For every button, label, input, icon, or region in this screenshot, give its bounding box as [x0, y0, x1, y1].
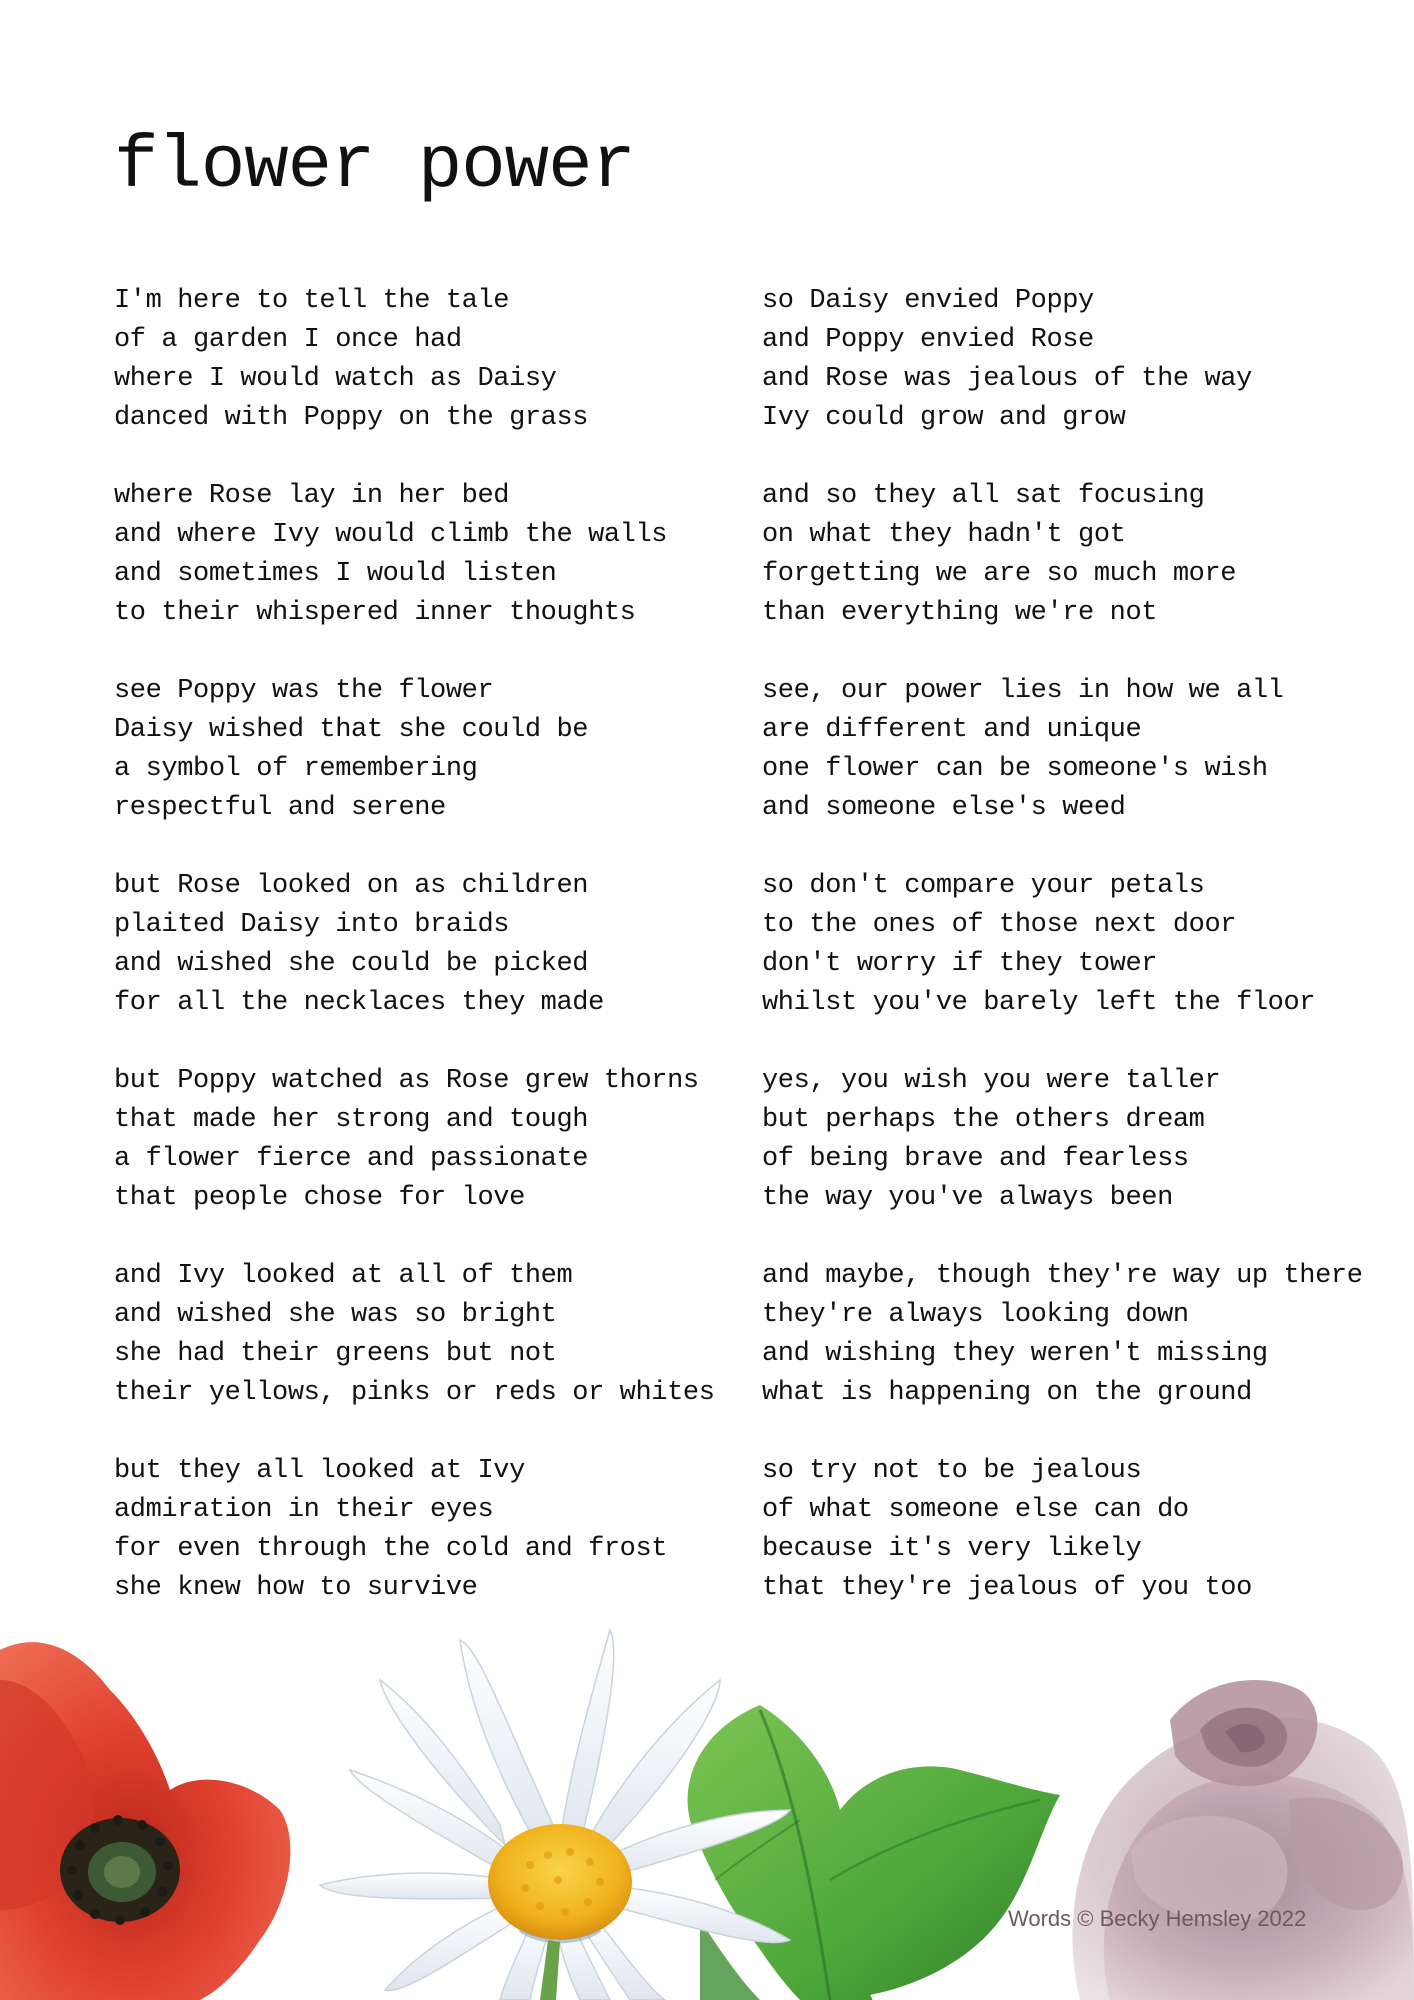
- poem-line: and wishing they weren't missing: [762, 1339, 1268, 1369]
- stanza: [114, 672, 734, 828]
- stanza: [762, 282, 1382, 438]
- poem-line: Daisy wished that she could be: [114, 715, 589, 745]
- poem-column-right: [762, 282, 1382, 1647]
- poem-line: that they're jealous of you too: [762, 1573, 1252, 1603]
- poem-line: and so they all sat focusing: [762, 481, 1205, 511]
- poem-line: one flower can be someone's wish: [762, 754, 1268, 784]
- poem-line: respectful and serene: [114, 793, 446, 823]
- poem-line: yes, you wish you were taller: [762, 1066, 1221, 1096]
- stanza: [114, 867, 734, 1023]
- stanza: [762, 672, 1382, 828]
- poem-line: but they all looked at Ivy: [114, 1456, 525, 1486]
- poem-line: and wished she could be picked: [114, 949, 589, 979]
- poem-line: for all the necklaces they made: [114, 988, 604, 1018]
- poem-line: where Rose lay in her bed: [114, 481, 510, 511]
- stanza: [114, 1257, 734, 1413]
- poem-line: she knew how to survive: [114, 1573, 478, 1603]
- poem-line: she had their greens but not: [114, 1339, 557, 1369]
- poem-line: they're always looking down: [762, 1300, 1189, 1330]
- stanza: [762, 477, 1382, 633]
- ivy-leaf-illustration: [688, 1705, 1060, 2000]
- poem-line: what is happening on the ground: [762, 1378, 1252, 1408]
- poem-line: of being brave and fearless: [762, 1144, 1189, 1174]
- stanza: [762, 1062, 1382, 1218]
- poem-line: but perhaps the others dream: [762, 1105, 1205, 1135]
- poem-line: so Daisy envied Poppy: [762, 286, 1094, 316]
- poem-line: so try not to be jealous: [762, 1456, 1142, 1486]
- poem-line: and Poppy envied Rose: [762, 325, 1094, 355]
- poem-line: that people chose for love: [114, 1183, 525, 1213]
- poem-line: to their whispered inner thoughts: [114, 598, 636, 628]
- poem-line: for even through the cold and frost: [114, 1534, 668, 1564]
- poem-line: the way you've always been: [762, 1183, 1173, 1213]
- poem-line: and wished she was so bright: [114, 1300, 557, 1330]
- rose-illustration: [1073, 1680, 1414, 2000]
- poem-line: so don't compare your petals: [762, 871, 1205, 901]
- poem-line: Ivy could grow and grow: [762, 403, 1126, 433]
- poem-line: to the ones of those next door: [762, 910, 1237, 940]
- poem-column-left: [114, 282, 734, 1647]
- poem-line: I'm here to tell the tale: [114, 286, 510, 316]
- poem-line: don't worry if they tower: [762, 949, 1158, 979]
- flowers-illustration: [0, 1620, 1414, 2000]
- poem-line: plaited Daisy into braids: [114, 910, 510, 940]
- stanza: [762, 867, 1382, 1023]
- stanza: [762, 1257, 1382, 1413]
- poem-line: see, our power lies in how we all: [762, 676, 1284, 706]
- poem-line: admiration in their eyes: [114, 1495, 494, 1525]
- poem-line: that made her strong and tough: [114, 1105, 589, 1135]
- poem-line: and maybe, though they're way up there: [762, 1261, 1363, 1291]
- poem-title: flower power: [114, 125, 635, 209]
- stanza: [114, 477, 734, 633]
- poem-line: a flower fierce and passionate: [114, 1144, 589, 1174]
- poem-line: whilst you've barely left the floor: [762, 988, 1316, 1018]
- poem-line: danced with Poppy on the grass: [114, 403, 589, 433]
- stanza: [114, 282, 734, 438]
- poem-line: but Poppy watched as Rose grew thorns: [114, 1066, 699, 1096]
- poem-line: see Poppy was the flower: [114, 676, 494, 706]
- poem-line: but Rose looked on as children: [114, 871, 589, 901]
- poem-line: and sometimes I would listen: [114, 559, 557, 589]
- poem-line: because it's very likely: [762, 1534, 1142, 1564]
- poem-line: are different and unique: [762, 715, 1142, 745]
- credit-text: Words © Becky Hemsley 2022: [1008, 1906, 1307, 1931]
- poem-line: and Ivy looked at all of them: [114, 1261, 573, 1291]
- poem-line: of a garden I once had: [114, 325, 462, 355]
- poem-line: than everything we're not: [762, 598, 1158, 628]
- poem-line: of what someone else can do: [762, 1495, 1189, 1525]
- poem-line: on what they hadn't got: [762, 520, 1126, 550]
- poem-line: and someone else's weed: [762, 793, 1126, 823]
- poem-line: and where Ivy would climb the walls: [114, 520, 668, 550]
- stanza: [114, 1062, 734, 1218]
- poppy-illustration: [0, 1642, 290, 2000]
- poem-line: forgetting we are so much more: [762, 559, 1237, 589]
- stanza: [762, 1452, 1382, 1608]
- poem-line: a symbol of remembering: [114, 754, 478, 784]
- stanza: [114, 1452, 734, 1608]
- poem-line: where I would watch as Daisy: [114, 364, 557, 394]
- poem-line: their yellows, pinks or reds or whites: [114, 1378, 715, 1408]
- poem-line: and Rose was jealous of the way: [762, 364, 1252, 394]
